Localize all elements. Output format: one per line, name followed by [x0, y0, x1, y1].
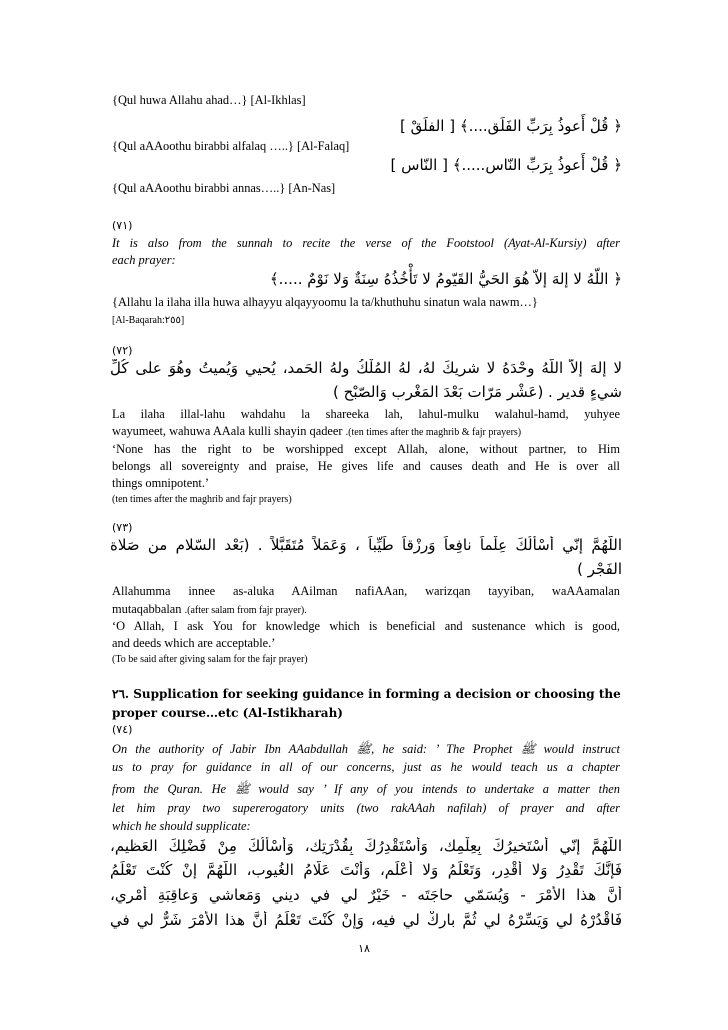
- istikharah-arabic-line: اللّهُمَّ إِنّي أَسْتَخيرُكَ بِعِلْمِك، وَأَسْتَقْدِرُكَ بِقُدْرَتِك، وَأَسْأَلُكَ مِنْ فَضْلِكَ العَظيم،: [110, 837, 622, 855]
- s72-arabic-line: شيءٍ قدير . (عَشْر مَرّات بَعْدَ المَغْرب وَالصّبْح ): [333, 383, 622, 401]
- s73-transliteration-line: [112, 602, 307, 617]
- s74-intro-line: us to pray for guidance in all of our concerns, just as he would teach us a chapter: [112, 760, 620, 774]
- s72-transliteration-line: La ilaha illal-lahu wahdahu la shareeka lah, lahul-mulku walahul-hamd, yuhyee: [112, 407, 620, 421]
- s72-translation-line: things omnipotent.’: [112, 476, 210, 490]
- s71-intro-line: each prayer:: [112, 253, 176, 267]
- s73-translation-line: and deeds which are acceptable.’: [112, 636, 276, 650]
- s73-arabic-line: اللّهُمَّ إِنّي أَسْأَلُكَ عِلْماً نافِعاً وَرِزْقاً طَيِّباً ، وَعَمَلاً مُتَقَبَّلاً . (بَعْد السّلام من صَلاة: [110, 536, 622, 554]
- s73-transliteration-line: Allahumma innee as-aluka AAilman nafiAAan, warizqan tayyiban, waAAamalan: [112, 584, 620, 598]
- s74-intro-line: from the Quran. He ﷺ would say ’ If any of you intends to undertake a matter then: [112, 782, 620, 796]
- s72-arabic-line: لا إلهَ إلاّ اللّهُ وحْدَهُ لا شريكَ لهُ، لهُ المُلْكُ ولهُ الحَمد، يُحيي وَيُميتُ وهُوَ على كُلِّ: [110, 359, 622, 377]
- s73-transliteration-note: .(after salam from fajr prayer).: [184, 605, 307, 616]
- s74-intro-line: let him pray two supererogatory units (two rakAAah nafilah) of prayer and after: [112, 801, 620, 815]
- s71-intro-line: It is also from the sunnah to recite the verse of the Footstool (Ayat-Al-Kursiy) after: [112, 236, 620, 250]
- s74-intro-line: On the authority of Jabir Ibn AAabdullah ﷺ, he said: ’ The Prophet ﷺ would instruct: [112, 742, 620, 756]
- nas-arabic: ﴿ قُلْ أَعوذُ بِرَبِّ النّاس.....﴾ [ النّاس ]: [390, 156, 622, 174]
- ayat-al-kursiy-transliteration: {Allahu la ilaha illa huwa alhayyu alqayyoomu la ta/khuthuhu sinatun wala nawm…}: [112, 295, 538, 309]
- s72-translation-line: ‘None has the right to be worshipped except Allah, alone, without partner, to Him: [112, 442, 620, 456]
- s72-translation-line: belongs all sovereignty and praise, He gives life and causes death and He is over all: [112, 459, 620, 473]
- s72-transliteration-note: .(ten times after the maghrib & fajr prayers): [345, 427, 522, 438]
- s73-transliteration-text: mutaqabbalan: [112, 602, 182, 616]
- s73-arabic-line: الفَجْر ): [577, 560, 622, 578]
- section-26-heading: ٢٦. Supplication for seeking guidance in forming a decision or choosing the: [112, 687, 621, 701]
- section-number-73: (٧٣): [112, 521, 133, 534]
- nas-transliteration: {Qul aAAoothu birabbi annas…..} [An-Nas]: [112, 181, 336, 195]
- section-26-heading-cont: proper course…etc (Al-Istikharah): [112, 706, 343, 720]
- falaq-arabic: ﴿ قُلْ أَعوذُ بِرَبِّ الفَلَق....﴾ [ الفلَقْ ]: [400, 117, 622, 135]
- falaq-transliteration: {Qul aAAoothu birabbi alfalaq …..} [Al-Falaq]: [112, 139, 350, 153]
- istikharah-arabic-line: فَإِنَّكَ تَقْدِرُ وَلا أَقْدِر، وَتَعْلَمُ وَلا أَعْلَم، وَأَنْتَ عَلّامُ الغُيوب، اللّهُمَّ إِنْ كُنْتَ تَعْلَمُ: [110, 861, 622, 879]
- s71-reference: [Al-Baqarah:٢٥٥]: [112, 315, 185, 326]
- s72-transliteration-line: [112, 424, 521, 439]
- s74-intro-line: which he should supplicate:: [112, 819, 251, 833]
- ayat-al-kursiy-arabic: ﴿ اللّهُ لا إلهَ إلاّ هُوَ الحَيُّ القَيّومُ لا تَأْخُذُهُ سِنَةٌ وَلا نَوْمٌ .....﴾: [269, 270, 622, 288]
- section-number-72: (٧٢): [112, 344, 133, 357]
- page-number: ١٨: [358, 942, 370, 955]
- s73-translation-line: ‘O Allah, I ask You for knowledge which is beneficial and sustenance which is good,: [112, 619, 620, 633]
- istikharah-arabic-line: أَنَّ هذا الأَمْرَ - وَيُسَمّي حاجَتَه - خَيْرٌ لي في ديني وَمَعاشي وَعاقِبَةِ أَمْري،: [110, 886, 622, 904]
- s72-note: (ten times after the maghrib and fajr prayers): [112, 494, 292, 505]
- s73-note: (To be said after giving salam for the fajr prayer): [112, 654, 308, 665]
- section-number-74: (٧٤): [112, 723, 133, 736]
- istikharah-arabic-line: فَاقْدُرْهُ لي وَيَسِّرْهُ لي ثُمَّ بارِكْ لي فيه، وَإِنْ كُنْتَ تَعْلَمُ أَنَّ هذا الأَمْرَ شَرٌّ لي في: [110, 911, 622, 929]
- ikhlas-transliteration: {Qul huwa Allahu ahad…} [Al-Ikhlas]: [112, 93, 306, 107]
- section-number-71: (٧١): [112, 219, 133, 232]
- s72-transliteration-text: wayumeet, wahuwa AAala kulli shayin qadeer: [112, 424, 343, 438]
